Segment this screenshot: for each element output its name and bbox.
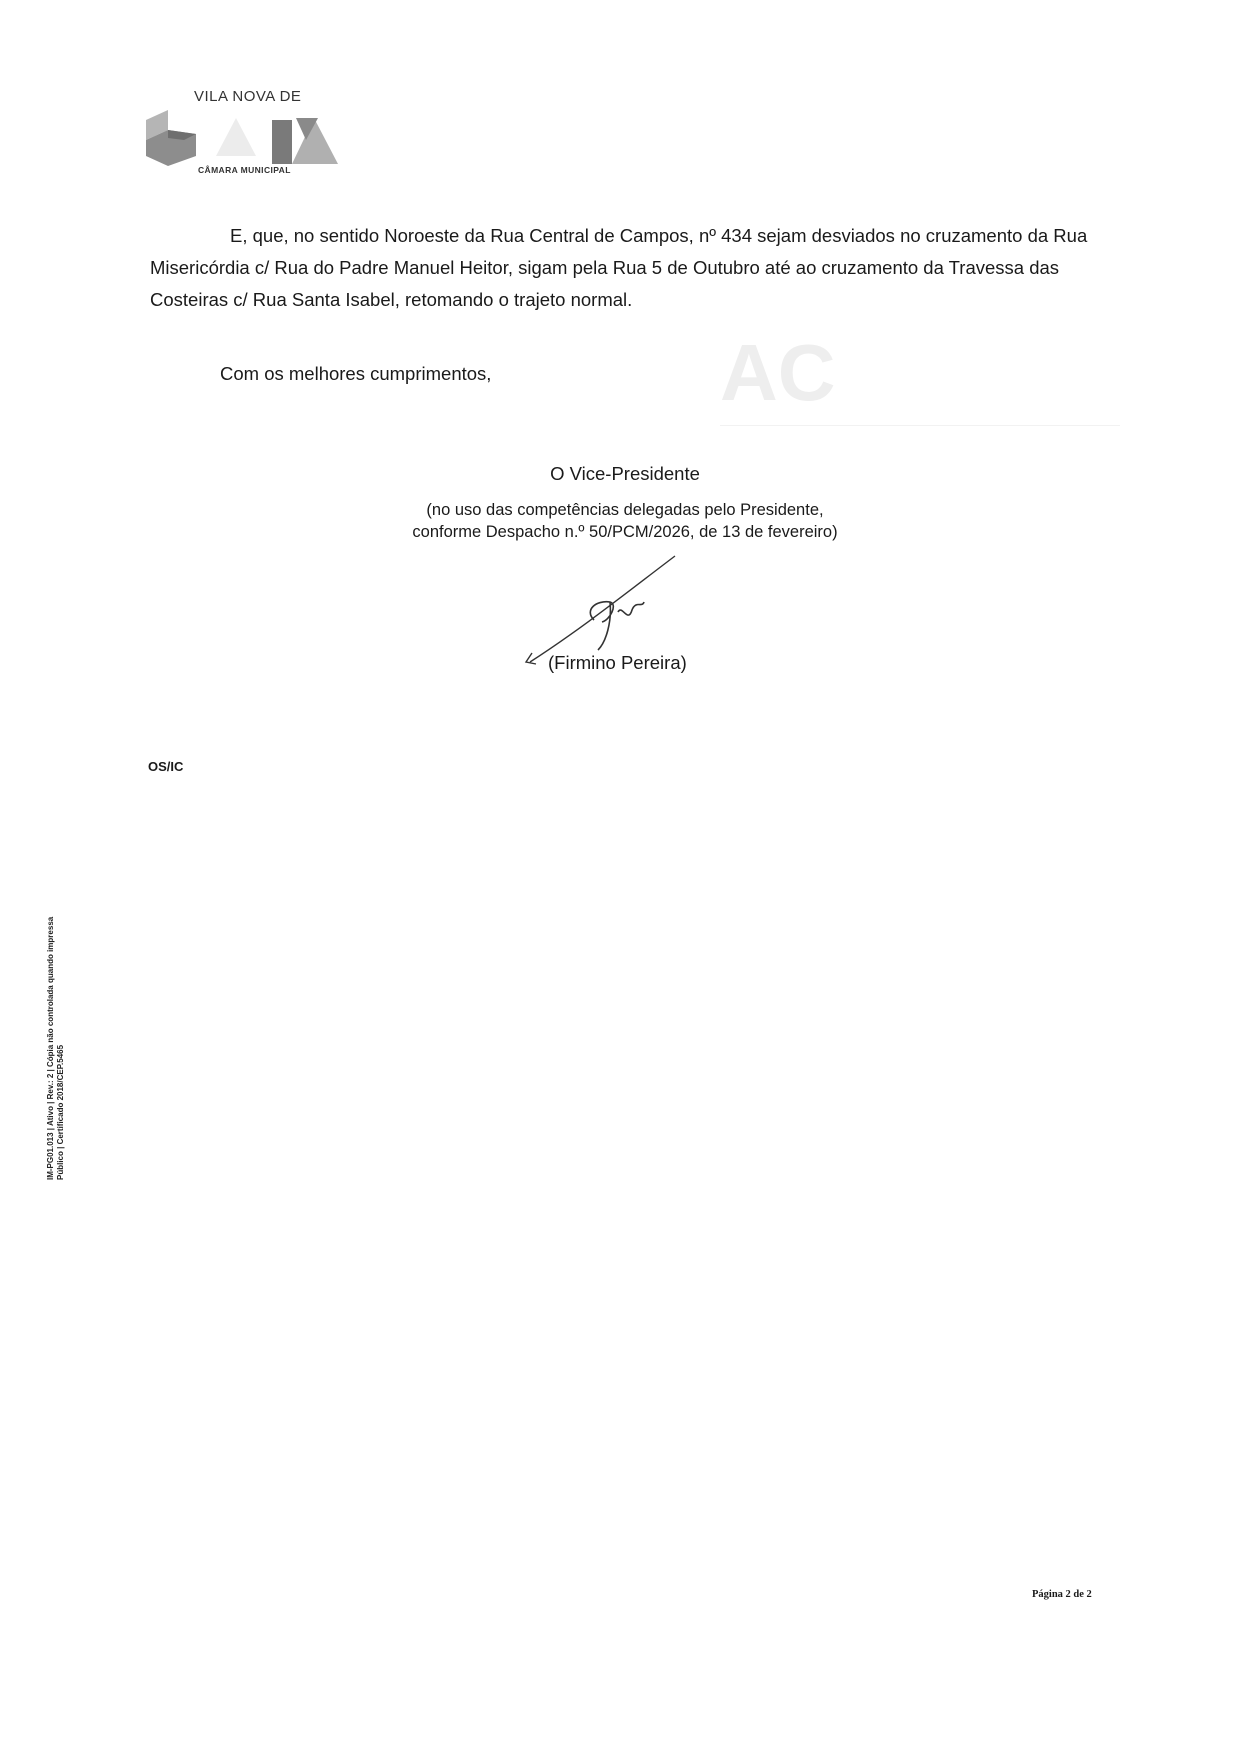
body-paragraph: E, que, no sentido Noroeste da Rua Central de Campos, nº 434 sejam desviados no cruzamento da Rua Misericórdia c/ Rua do Padre Manuel Heitor, sigam pela Rua 5 de Outubro até ao cruzamento da Travessa das Costeiras c/ Rua Santa Isabel, retomando o trajeto normal. [150, 225, 1088, 310]
svg-text:AC: AC [720, 328, 836, 417]
delegation-line-2: conforme Despacho n.º 50/PCM/2026, de 13 de fevereiro) [412, 523, 838, 541]
closing-salutation: Com os melhores cumprimentos, [220, 363, 492, 384]
sidebar-control-text [46, 917, 66, 1180]
sidebar-line-1: IM-PG01.013 | Ativo | Rev.: 2 | Cópia não controlada quando impressa [46, 916, 55, 1180]
signatory-name: (Firmino Pereira) [548, 652, 687, 673]
document-reference: OS/IC [148, 759, 184, 774]
faint-stamp [720, 325, 1120, 455]
logo-top-text: VILA NOVA DE [194, 88, 302, 105]
delegation-line-1: (no uso das competências delegadas pelo Presidente, [426, 501, 824, 519]
gaia-logo-icon [146, 110, 356, 166]
sidebar-line-2: Público | Certificado 2018/CEP.5465 [56, 1044, 65, 1180]
signature-block [340, 463, 910, 543]
municipal-logo [146, 86, 376, 186]
signatory-role: O Vice-Presidente [550, 463, 700, 484]
page-number: Página 2 de 2 [1032, 1589, 1092, 1600]
logo-bottom-text: CÂMARA MUNICIPAL [198, 165, 291, 175]
